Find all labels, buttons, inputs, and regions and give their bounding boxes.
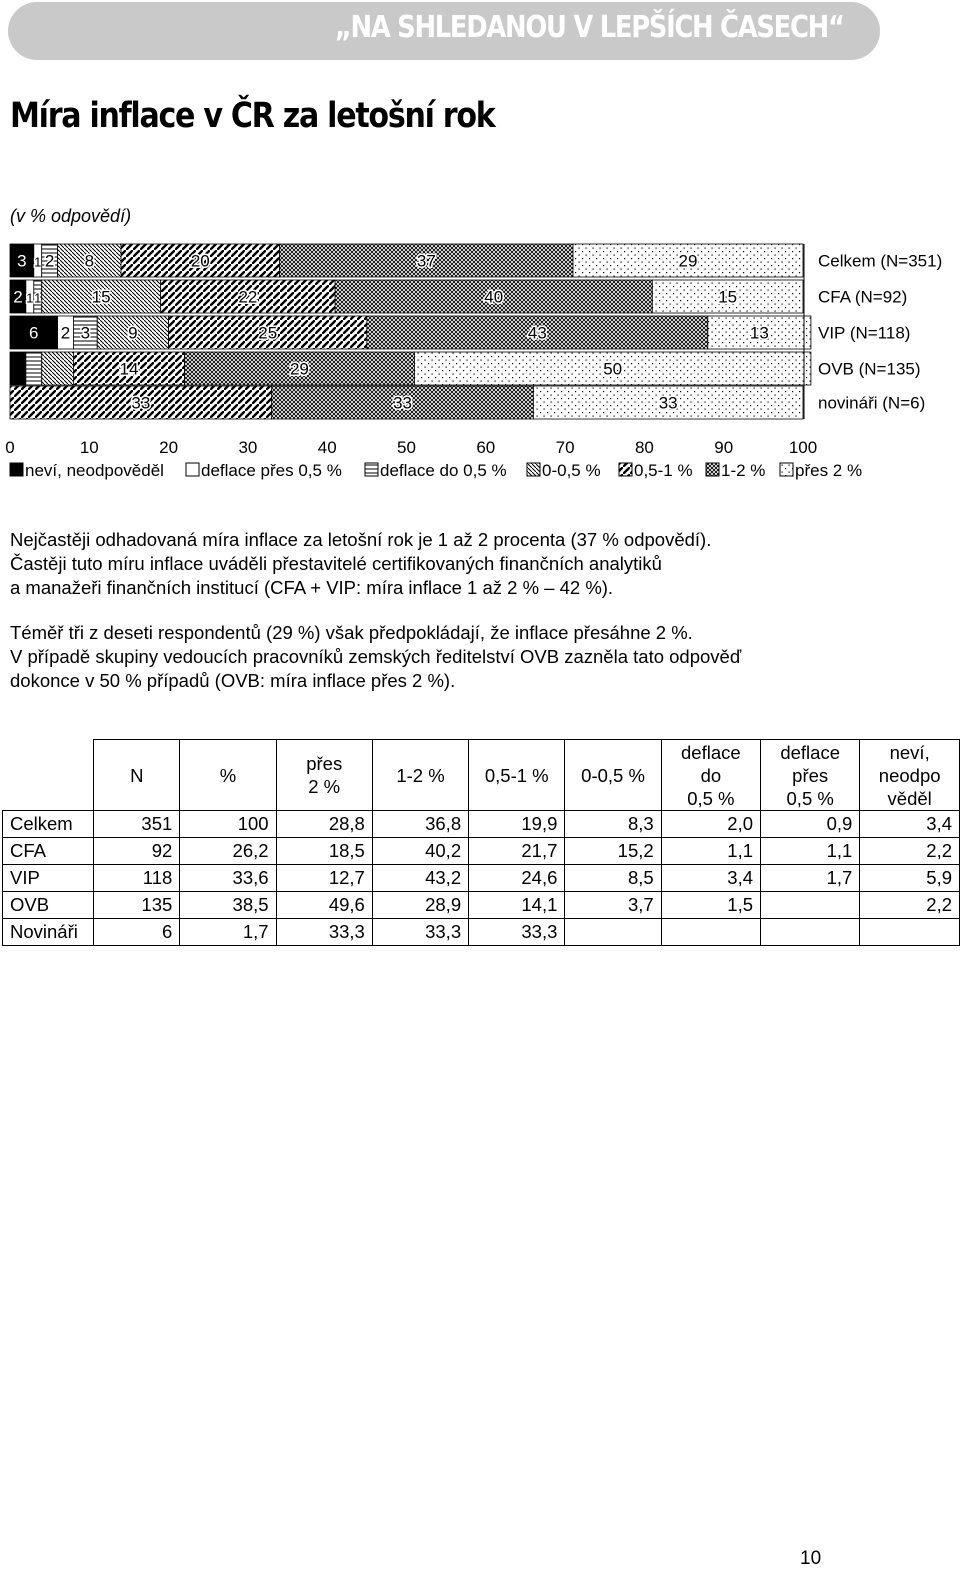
table-row	[3, 811, 960, 838]
table-cell: 1,1	[661, 838, 760, 865]
table-cell	[661, 919, 760, 946]
table-cell: 49,6	[276, 892, 372, 919]
table-row-label: VIP	[3, 865, 94, 892]
table-row	[3, 919, 960, 946]
table-row-label: Novináři	[3, 919, 94, 946]
table-cell: 2,2	[860, 838, 960, 865]
category-label: novináři (N=6)	[818, 393, 926, 413]
table-cell: 2,0	[661, 811, 760, 838]
table-header-cell: deflace do 0,5 %	[661, 740, 760, 811]
paragraph-line: Častěji tuto míru inflace uváděli přestavitelé certifikovaných finančních analytiků	[10, 553, 662, 574]
x-tick-label: 40	[317, 438, 337, 457]
data-label: 33	[131, 393, 151, 413]
data-label: 40	[484, 287, 504, 307]
x-tick-label: 90	[714, 438, 734, 457]
table-cell: 33,3	[276, 919, 372, 946]
data-label: 33	[658, 393, 678, 413]
table-cell: 21,7	[469, 838, 565, 865]
data-label: 25	[258, 323, 278, 343]
table-cell: 36,8	[372, 811, 468, 838]
table-cell: 6	[94, 919, 180, 946]
data-label: 3	[80, 323, 91, 343]
legend-swatch	[365, 463, 378, 476]
table-cell	[860, 919, 960, 946]
table-header-cell: 0-0,5 %	[565, 740, 661, 811]
x-tick-label: 10	[79, 438, 99, 457]
data-label: 1	[26, 290, 34, 306]
x-tick-label: 100	[788, 438, 818, 457]
table-cell: 92	[94, 838, 180, 865]
legend-label: 0-0,5 %	[542, 461, 601, 480]
table-header-cell: N	[94, 740, 180, 811]
table-cell	[565, 919, 661, 946]
table-cell: 8,5	[565, 865, 661, 892]
data-label: 29	[678, 251, 698, 271]
x-tick-label: 50	[397, 438, 416, 457]
table-header-cell: 1-2 %	[372, 740, 468, 811]
legend-swatch	[10, 463, 23, 476]
data-label: 15	[91, 287, 111, 307]
table-cell: 12,7	[276, 865, 372, 892]
x-tick-label: 80	[634, 438, 654, 457]
data-label: 15	[718, 287, 738, 307]
table-cell: 100	[180, 811, 276, 838]
table-header-cell: přes 2 %	[276, 740, 372, 811]
table-row-label: Celkem	[3, 811, 94, 838]
header-banner	[8, 2, 880, 60]
table-header-cell: deflace přes 0,5 %	[761, 740, 860, 811]
legend-label: přes 2 %	[795, 461, 863, 480]
table-cell: 28,8	[276, 811, 372, 838]
table-cell: 8,3	[565, 811, 661, 838]
data-label: 2	[44, 251, 55, 271]
legend-label: deflace do 0,5 %	[380, 461, 507, 480]
table-cell: 1,7	[761, 865, 860, 892]
data-label: 2	[13, 287, 23, 307]
data-label: 3	[17, 251, 27, 271]
data-label: 20	[190, 251, 210, 271]
table-row	[3, 865, 960, 892]
legend-swatch	[706, 463, 719, 476]
legend-label: 0,5-1 %	[634, 461, 693, 480]
category-label: VIP (N=118)	[818, 323, 911, 343]
category-label: Celkem (N=351)	[818, 251, 943, 271]
table-cell: 3,4	[661, 865, 760, 892]
table-row-label: CFA	[3, 838, 94, 865]
data-label: 2	[60, 323, 71, 343]
paragraph-secondary-finding	[10, 621, 741, 693]
page-title: Míra inflace v ČR za letošní rok	[10, 96, 495, 136]
paragraph-line: V případě skupiny vedoucích pracovníků zemských ředitelství OVB zazněla tato odpověď	[10, 646, 742, 667]
table-cell: 26,2	[180, 838, 276, 865]
page-number: 10	[800, 1548, 822, 1569]
table-cell: 3,4	[860, 811, 960, 838]
paragraph-line: Téměř tři z deseti respondentů (29 %) však předpokládají, že inflace přesáhne 2 %.	[10, 622, 693, 643]
data-label: 50	[603, 359, 623, 379]
legend-swatch	[186, 463, 199, 476]
data-label: 37	[416, 251, 436, 271]
legend-label: deflace přes 0,5 %	[201, 461, 342, 480]
table-row	[3, 838, 960, 865]
table-cell: 5,9	[860, 865, 960, 892]
table-cell: 0,9	[761, 811, 860, 838]
table-cell: 28,9	[372, 892, 468, 919]
chart-subtitle: (v % odpovědí)	[10, 206, 132, 226]
table-corner-cell	[3, 740, 94, 811]
table-cell: 33,3	[469, 919, 565, 946]
x-tick-label: 30	[238, 438, 258, 457]
table-cell: 18,5	[276, 838, 372, 865]
category-label: OVB (N=135)	[818, 359, 921, 379]
bar-segment	[42, 352, 74, 385]
legend-swatch	[527, 463, 540, 476]
table-cell: 135	[94, 892, 180, 919]
table-cell: 1,5	[661, 892, 760, 919]
table-row-label: OVB	[3, 892, 94, 919]
legend-swatch	[780, 463, 793, 476]
paragraph-line: Nejčastěji odhadovaná míra inflace za letošní rok je 1 až 2 procenta (37 % odpovědí).	[10, 529, 712, 550]
table-cell: 43,2	[372, 865, 468, 892]
x-tick-label: 70	[555, 438, 575, 457]
table-cell: 24,6	[469, 865, 565, 892]
table-cell	[761, 892, 860, 919]
data-label: 9	[128, 323, 138, 343]
table-cell: 3,7	[565, 892, 661, 919]
table-cell: 40,2	[372, 838, 468, 865]
table-header-row	[3, 740, 960, 811]
data-label: 33	[393, 393, 412, 413]
paragraph-line: a manažeři finančních institucí (CFA + VIP: míra inflace 1 až 2 % – 42 %).	[10, 577, 614, 598]
table-cell: 1,1	[761, 838, 860, 865]
table-header-cell: neví, neodpo věděl	[860, 740, 960, 811]
data-label: 22	[238, 287, 258, 307]
table-header-cell: %	[180, 740, 276, 811]
paragraph-line: dokonce v 50 % případů (OVB: míra inflace přes 2 %).	[10, 670, 456, 691]
table-cell: 15,2	[565, 838, 661, 865]
table-cell	[761, 919, 860, 946]
table-cell: 19,9	[469, 811, 565, 838]
category-label: CFA (N=92)	[818, 287, 908, 307]
legend-swatch	[619, 463, 632, 476]
table-header-cell: 0,5-1 %	[469, 740, 565, 811]
legend-label: neví, neodpověděl	[25, 461, 164, 480]
data-label: 29	[289, 359, 309, 379]
bar-segment	[26, 352, 42, 385]
table-cell: 33,3	[372, 919, 468, 946]
table-cell: 33,6	[180, 865, 276, 892]
x-tick-label: 20	[159, 438, 179, 457]
table-cell: 118	[94, 865, 180, 892]
table-cell: 1,7	[180, 919, 276, 946]
results-table	[2, 739, 960, 946]
data-label: 6	[29, 323, 39, 343]
x-tick-label: 60	[476, 438, 496, 457]
legend-label: 1-2 %	[721, 461, 766, 480]
stacked-bar-chart	[0, 236, 960, 486]
table-cell: 351	[94, 811, 180, 838]
table-row	[3, 892, 960, 919]
table-cell: 14,1	[469, 892, 565, 919]
banner-title: „NA SHLEDANOU V LEPŠÍCH ČASECH“	[335, 10, 844, 45]
data-label: 8	[84, 251, 95, 271]
data-label: 1	[34, 254, 42, 270]
data-label: 13	[749, 323, 769, 343]
paragraph-main-finding	[10, 528, 711, 600]
data-label: 1	[34, 290, 42, 306]
table-cell: 2,2	[860, 892, 960, 919]
table-cell: 38,5	[180, 892, 276, 919]
bar-segment	[10, 352, 26, 385]
data-label: 43	[527, 323, 547, 343]
x-tick-label: 0	[5, 438, 15, 457]
data-label: 14	[119, 359, 139, 379]
